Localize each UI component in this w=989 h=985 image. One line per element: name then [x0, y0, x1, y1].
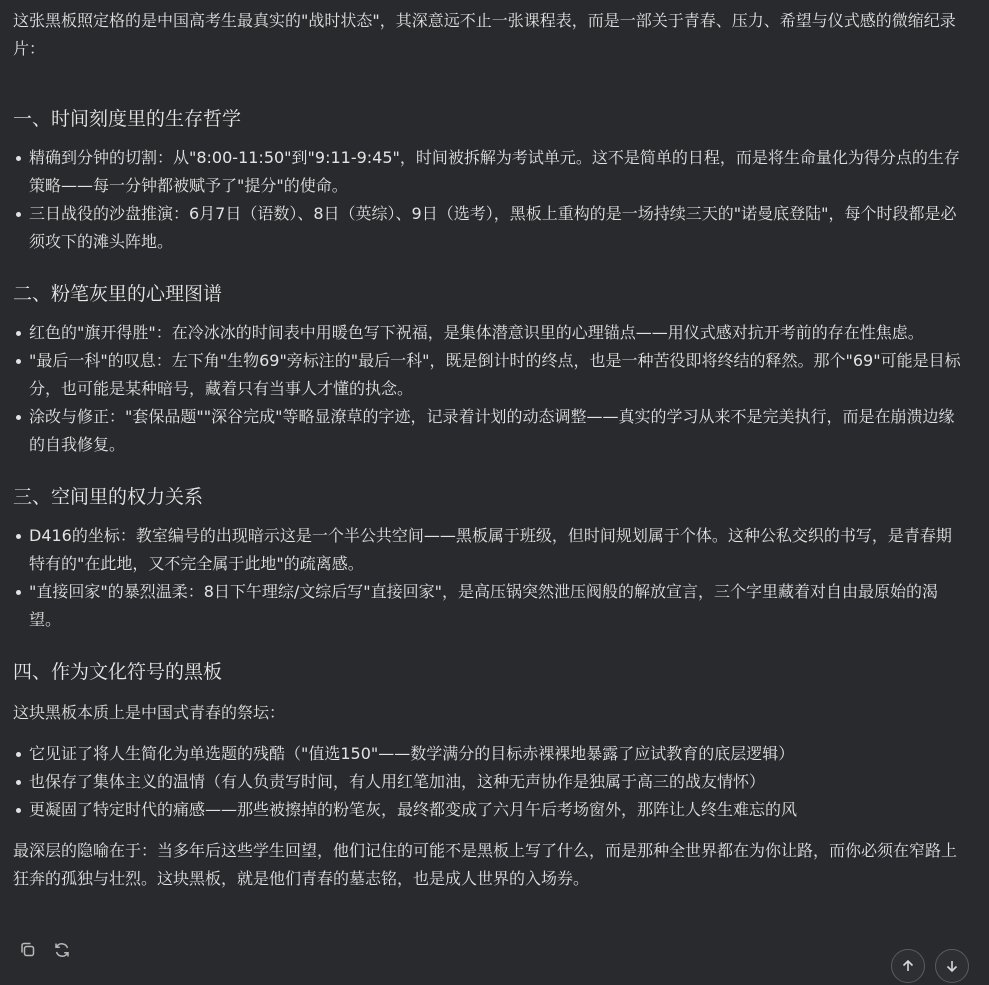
refresh-icon[interactable] [52, 940, 72, 960]
section-heading: 四、作为文化符号的黑板 [13, 661, 223, 683]
section-heading: 二、粉笔灰里的心理图谱 [13, 283, 223, 305]
message-content [13, 7, 963, 893]
list-item: 也保存了集体主义的温情（有人负责写时间，有人用红笔加油，这种无声协作是独属于高三的战友情怀） [29, 768, 963, 796]
list-item: "直接回家"的暴烈温柔：8日下午理综/文综后写"直接回家"，是高压锅突然泄压阀般的解放宣言，三个字里藏着对自由最原始的渴望。 [29, 578, 963, 634]
list-item: 精确到分钟的切割：从"8:00-11:50"到"9:11-9:45"，时间被拆解为考试单元。这不是简单的日程，而是将生命量化为得分点的生存策略——每一分钟都被赋予了"提分"的使命。 [29, 144, 963, 200]
list-item: "最后一科"的叹息：左下角"生物69"旁标注的"最后一科"，既是倒计时的终点，也是一种苦役即将终结的释然。那个"69"可能是目标分，也可能是某种暗号，藏着只有当事人才懂的执念。 [29, 347, 963, 403]
intro-paragraph: 这张黑板照定格的是中国高考生最真实的"战时状态"，其深意远不止一张课程表，而是一部关于青春、压力、希望与仪式感的微缩纪录片： [13, 11, 956, 58]
copy-icon[interactable] [18, 940, 38, 960]
bullet-list [13, 522, 963, 634]
bullet-list [13, 319, 963, 459]
closing-paragraph: 最深层的隐喻在于：当多年后这些学生回望，他们记住的可能不是黑板上写了什么，而是那种全世界都在为你让路，而你必须在窄路上狂奔的孤独与壮烈。这块黑板，就是他们青春的墓志铭，也是成人世界的入场券。 [13, 841, 958, 888]
bullet-list [13, 740, 963, 824]
list-item: 更凝固了特定时代的痛感——那些被擦掉的粉笔灰，最终都变成了六月午后考场窗外，那阵让人终生难忘的风 [29, 796, 963, 824]
list-item: 三日战役的沙盘推演：6月7日（语数）、8日（英综）、9日（选考），黑板上重构的是一场持续三天的"诺曼底登陆"，每个时段都是必须攻下的滩头阵地。 [29, 200, 963, 256]
arrow-down-icon[interactable] [935, 949, 969, 983]
scroll-controls [891, 949, 969, 983]
bullet-list [13, 144, 963, 256]
list-item: 涂改与修正："套保品题""深谷完成"等略显潦草的字迹，记录着计划的动态调整——真实的学习从来不是完美执行，而是在崩溃边缘的自我修复。 [29, 403, 963, 459]
section-heading: 三、空间里的权力关系 [13, 486, 204, 508]
message-actions [18, 940, 72, 960]
list-item: D416的坐标：教室编号的出现暗示这是一个半公共空间——黑板属于班级，但时间规划属于个体。这种公私交织的书写，是青春期特有的"在此地，又不完全属于此地"的疏离感。 [29, 522, 963, 578]
section-intro: 这块黑板本质上是中国式青春的祭坛： [13, 703, 286, 722]
arrow-up-icon[interactable] [891, 949, 925, 983]
list-item: 红色的"旗开得胜"：在冷冰冰的时间表中用暖色写下祝福，是集体潜意识里的心理锚点——用仪式感对抗开考前的存在性焦虑。 [29, 319, 963, 347]
list-item: 它见证了将人生简化为单选题的残酷（"值选150"——数学满分的目标赤裸裸地暴露了应试教育的底层逻辑） [29, 740, 963, 768]
section-heading: 一、时间刻度里的生存哲学 [13, 108, 242, 130]
